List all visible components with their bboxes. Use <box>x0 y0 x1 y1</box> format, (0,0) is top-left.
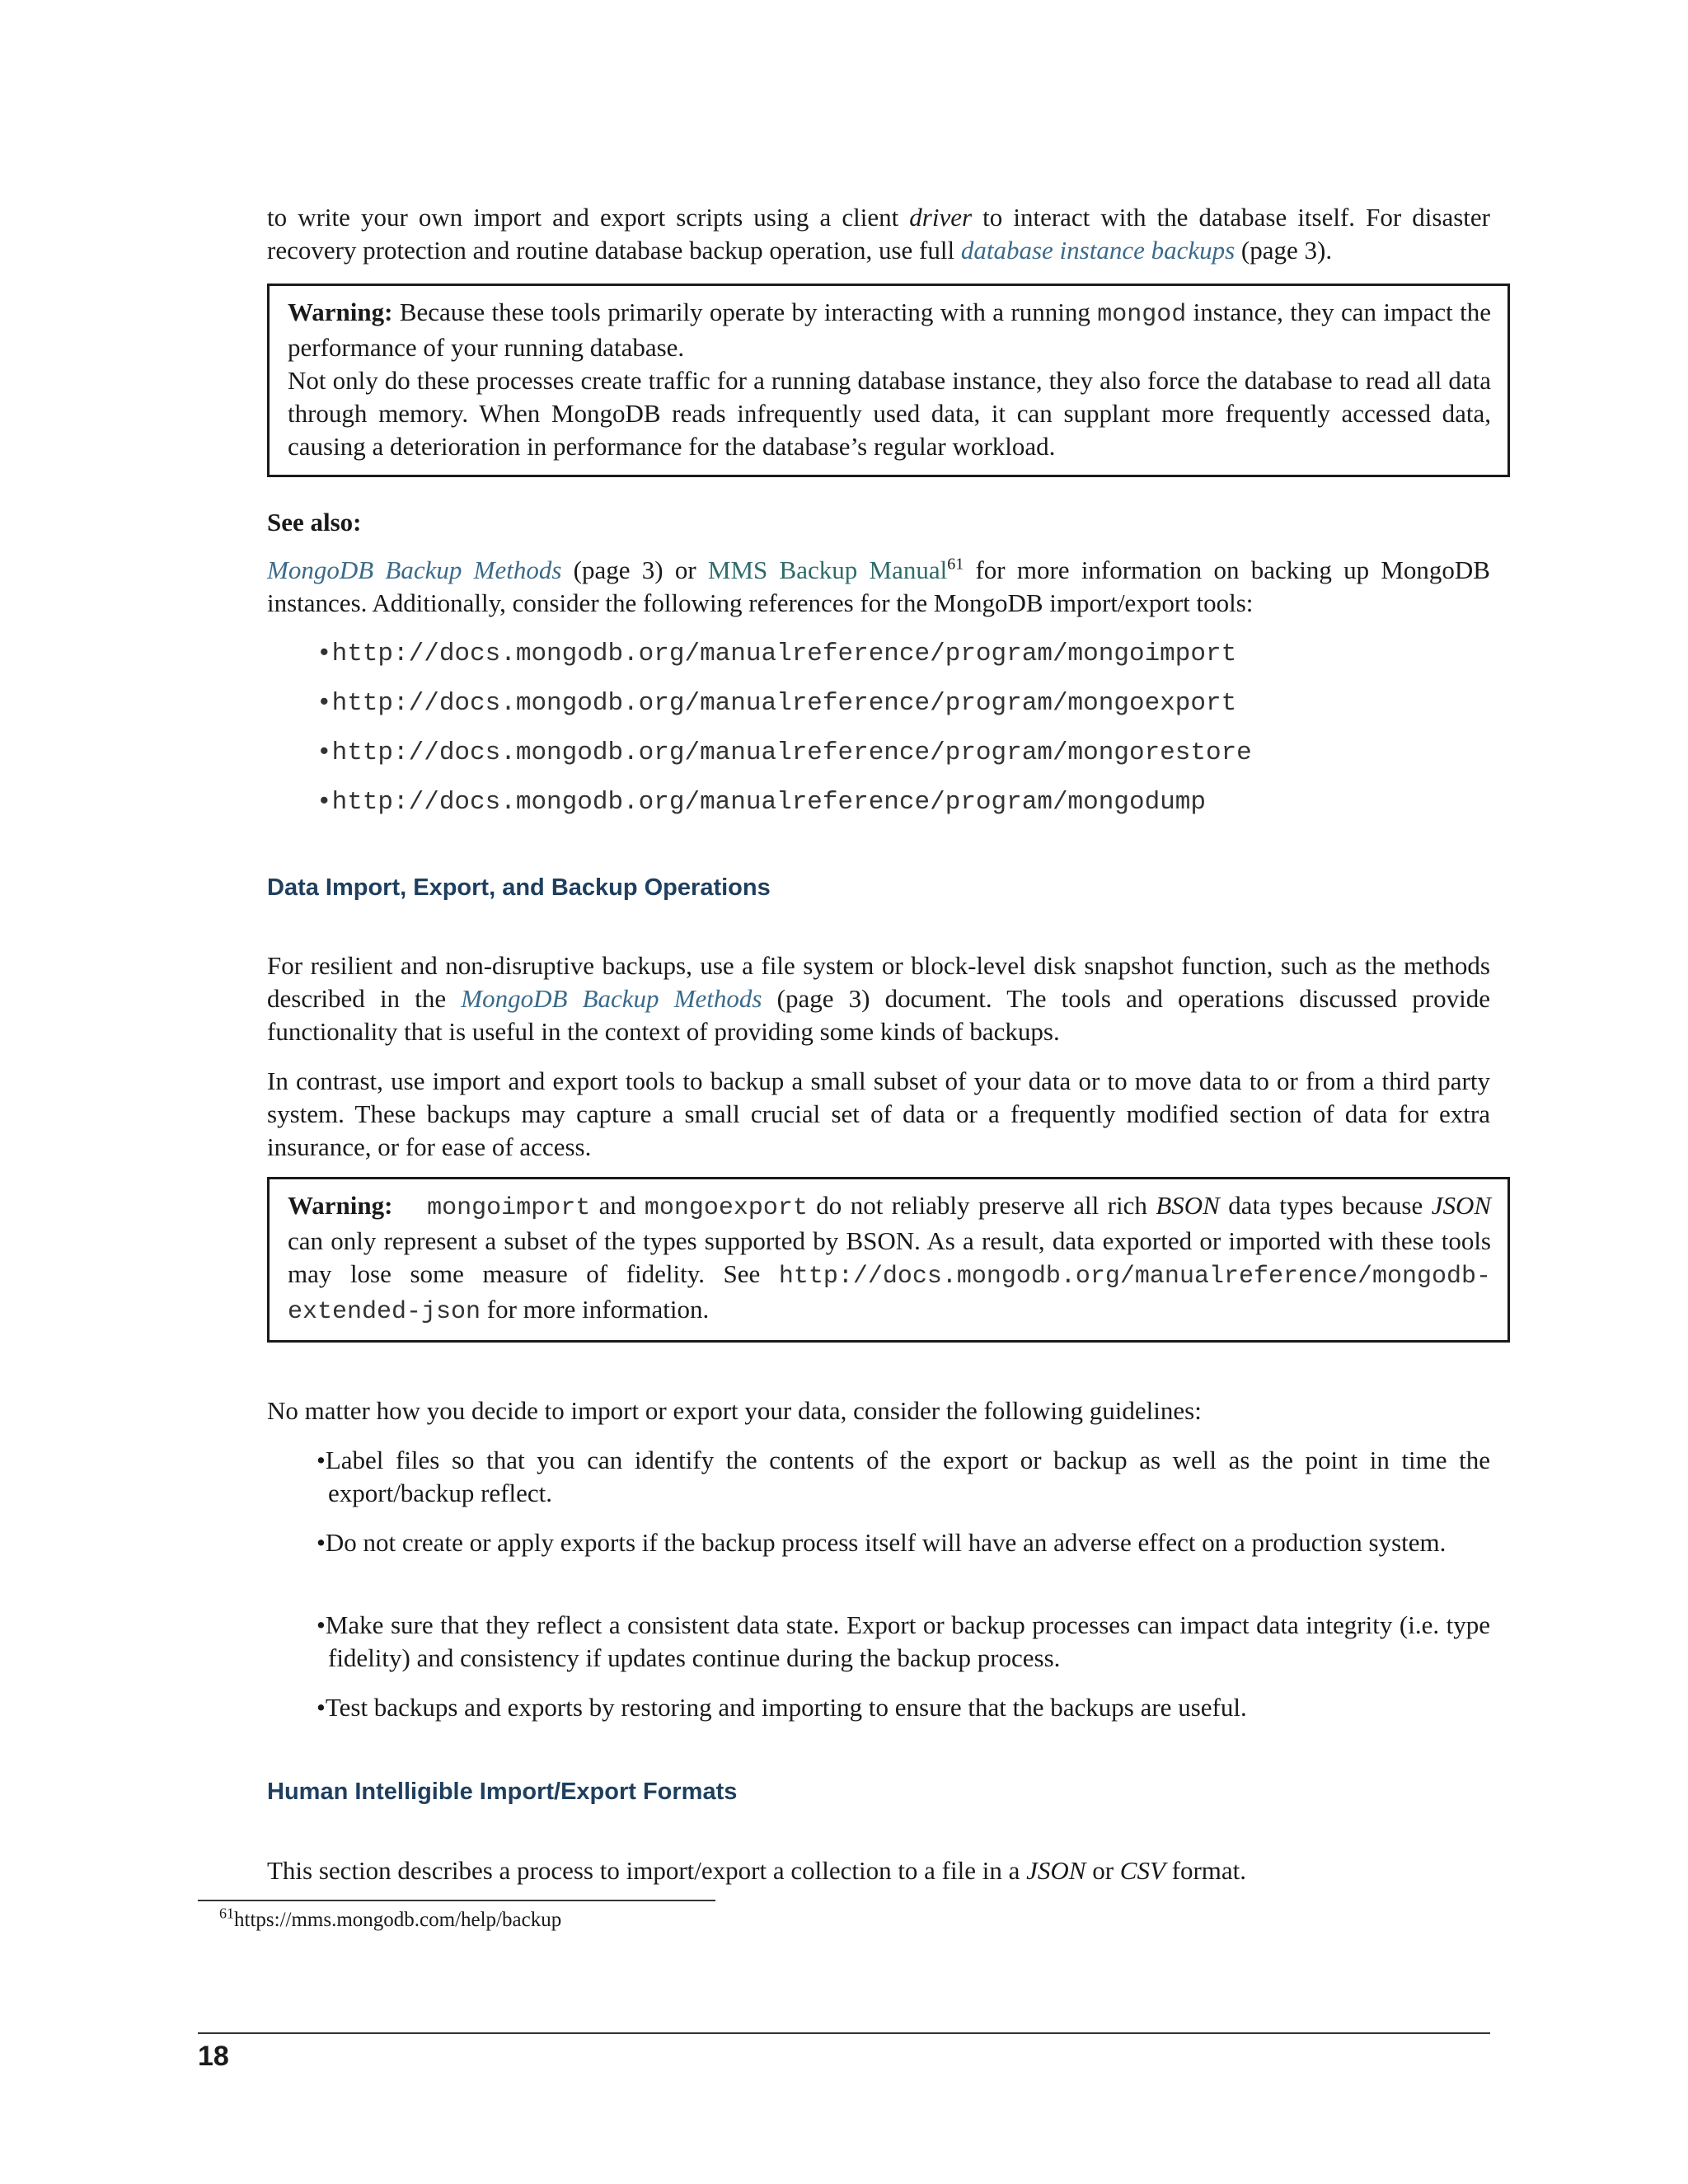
intro-text-3: (page 3). <box>1235 236 1333 265</box>
section1-text-2: (page 3) document. The tools and operations discussed provide functionality that is useful in the context of providing some kinds of backups. <box>267 984 1490 1046</box>
guideline-text: •Test backups and exports by restoring and importing to ensure that the backups are useful. <box>316 1693 1247 1722</box>
footnote-ref[interactable]: 61 <box>947 555 964 574</box>
warning2-text: and <box>590 1191 645 1220</box>
see-also-text: (page 3) or <box>561 555 708 584</box>
url-mongodump[interactable]: •http://docs.mongodb.org/manualreference/program/mongodump <box>316 788 1206 817</box>
backup-methods-link-2[interactable]: MongoDB Backup Methods <box>461 984 762 1013</box>
warning-text-2: instance, they can impact the performance of your running database. <box>288 298 1492 362</box>
section2-text: This section describes a process to import/export a collection to a file in a <box>267 1856 1027 1885</box>
see-also-paragraph <box>267 554 1490 620</box>
section1-paragraph-2: In contrast, use import and export tools to backup a small subset of your data or to move data to or from a third party system. These backups may capture a small crucial set of data or a frequently modified section of data for extra insurance, or for ease of access. <box>267 1066 1490 1161</box>
see-also-text-2: for more information on backing up MongoDB instances. Additionally, consider the following references for the MongoDB import/export tools: <box>267 555 1490 617</box>
page-number: 18 <box>198 2041 229 2072</box>
guideline-text: •Make sure that they reflect a consistent data state. Export or backup processes can impact data integrity (i.e. type fidelity) and consistency if updates continue during the backup process. <box>316 1610 1490 1672</box>
json-term[interactable]: JSON <box>1431 1191 1492 1220</box>
guideline-text: •Do not create or apply exports if the backup process itself will have an adverse effect on a production system. <box>316 1528 1447 1557</box>
section-heading-data-import: Data Import, Export, and Backup Operations <box>267 874 771 901</box>
warning-label: Warning: <box>288 298 393 326</box>
mms-backup-manual-link[interactable]: MMS Backup Manual <box>707 555 948 584</box>
guidelines-intro: No matter how you decide to import or export your data, consider the following guidelines: <box>267 1396 1202 1425</box>
footnote-url[interactable]: https://mms.mongodb.com/help/backup <box>234 1909 562 1931</box>
footnote-number: 61 <box>219 1905 234 1922</box>
guideline-text: •Label files so that you can identify the contents of the export or backup as well as the point in time the export/backup reflect. <box>316 1446 1490 1507</box>
warning-text: Because these tools primarily operate by interacting with a running <box>392 298 1098 326</box>
csv-term[interactable]: CSV <box>1119 1856 1165 1885</box>
warning-box-1 <box>267 284 1510 477</box>
intro-text: to write your own import and export scripts using a client <box>267 203 910 232</box>
guideline-item <box>316 1691 1490 1724</box>
url-mongorestore[interactable]: •http://docs.mongodb.org/manualreference/program/mongorestore <box>316 738 1252 767</box>
database-instance-backups-link[interactable]: database instance backups <box>960 236 1236 265</box>
section1-paragraph-1 <box>267 949 1490 1048</box>
section2-paragraph <box>267 1854 1490 1887</box>
mongod-code: mongod <box>1097 301 1187 329</box>
warning-label-2: Warning: <box>288 1191 393 1220</box>
section2-text-2: format. <box>1165 1856 1247 1885</box>
intro-paragraph <box>267 201 1490 267</box>
guideline-item <box>316 1526 1490 1559</box>
url-mongoimport[interactable]: •http://docs.mongodb.org/manualreference/program/mongoimport <box>316 640 1237 668</box>
page-divider <box>198 2032 1490 2034</box>
extended-json-url[interactable]: http://docs.mongodb.org/manualreference/mongodb-extended-json <box>288 1263 1491 1326</box>
section-heading-human-intelligible: Human Intelligible Import/Export Formats <box>267 1779 738 1805</box>
intro-text-2: to interact with the database itself. For disaster recovery protection and routine database backup operation, use full <box>267 203 1490 265</box>
mongoexport-code: mongoexport <box>644 1194 808 1222</box>
warning2-text-3: data types because <box>1219 1191 1432 1220</box>
backup-methods-link[interactable]: MongoDB Backup Methods <box>267 555 562 584</box>
warning2-text-4: can only represent a subset of the types supported by BSON. As a result, data exported or imported with these tools may lose some measure of fidelity. See <box>288 1226 1491 1288</box>
warning-text-3: Not only do these processes create traffic for a running database instance, they also force the database to read all data through memory. When MongoDB reads infrequently used data, it can supplant more frequently accessed data, causing a deterioration in performance for the database’s regular workload. <box>288 366 1491 461</box>
bson-term[interactable]: BSON <box>1156 1191 1220 1220</box>
footnote-divider <box>198 1900 715 1901</box>
guideline-item <box>316 1444 1490 1510</box>
footnote <box>219 1905 562 1932</box>
section2-or: or <box>1085 1856 1120 1885</box>
warning2-text-2: do not reliably preserve all rich <box>807 1191 1156 1220</box>
warning-box-2 <box>267 1177 1510 1343</box>
json-term-2[interactable]: JSON <box>1026 1856 1086 1885</box>
section1-text: For resilient and non-disruptive backups, use a file system or block-level disk snapshot function, such as the methods described in the <box>267 951 1490 1013</box>
guideline-item <box>316 1609 1490 1675</box>
warning2-text-5: for more information. <box>481 1295 710 1324</box>
see-also-label: See also: <box>267 508 362 537</box>
driver-term: driver <box>909 203 973 232</box>
url-mongoexport[interactable]: •http://docs.mongodb.org/manualreference/program/mongoexport <box>316 689 1237 718</box>
mongoimport-code: mongoimport <box>427 1194 591 1222</box>
